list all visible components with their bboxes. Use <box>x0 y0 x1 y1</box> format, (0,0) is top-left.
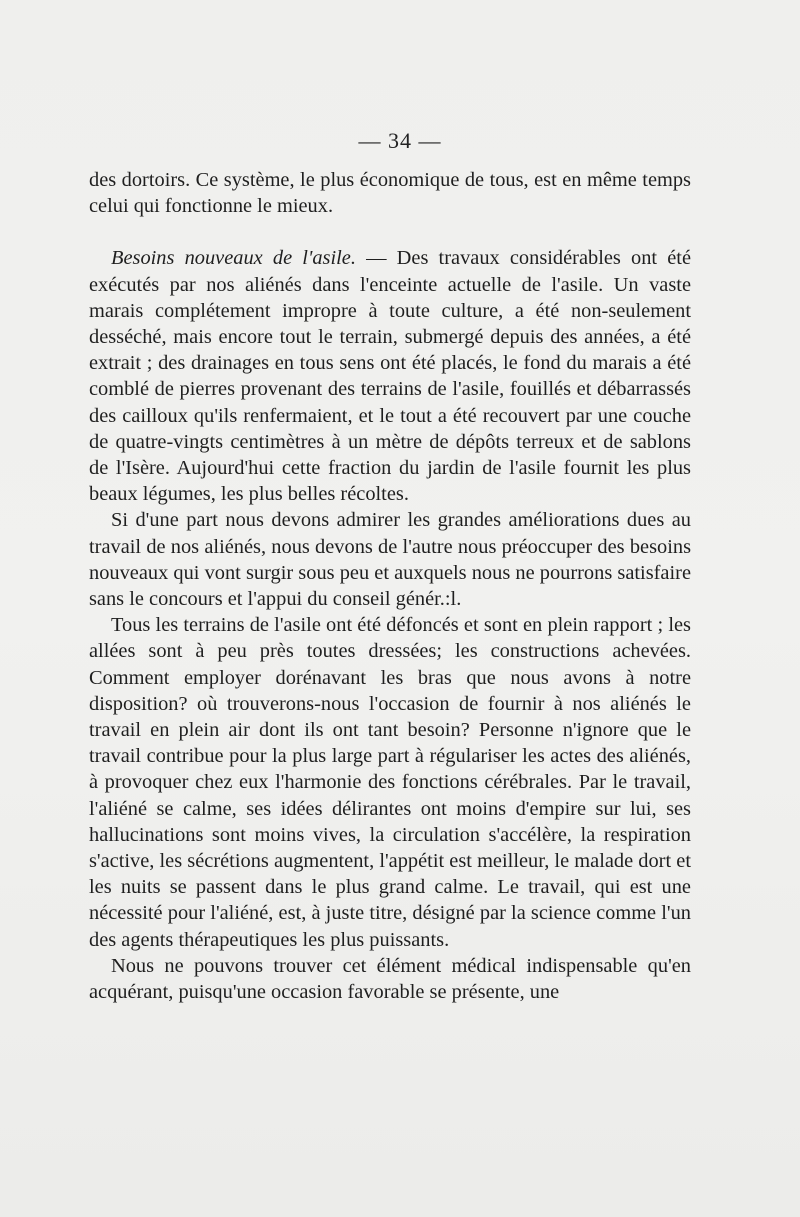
section-heading: Besoins nouveaux de l'asile. <box>111 247 356 270</box>
paragraph-element-medical: Nous ne pouvons trouver cet élément médical indispensable qu'en acquérant, puisqu'une occasion favorable se présente, une <box>89 954 691 1004</box>
paragraph-travail: Tous les terrains de l'asile ont été défoncés et sont en plein rapport ; les allées sont à peu près toutes dressées; les constructions achevées. Comment employer dorénavant les bras que nous avons à notre disposition? où trouverons-nous l'occasion de fournir à nos aliénés le travail en plein air dont ils ont tant besoin? Personne n'ignore que le travail contribue pour la plus large part à régulariser les actes des aliénés, à provoquer chez eux l'harmonie des fonctions cérébrales. Par le travail, l'aliéné se calme, ses idées délirantes ont moins d'empire sur lui, ses hallucinations sont moins vives, la circulation s'accélère, la respiration s'active, les sécrétions augmentent, l'appétit est meilleur, le malade dort et les nuits se passent dans le plus grand calme. Le travail, qui est une nécessité pour l'aliéné, est, à juste titre, désigné par la science comme l'un des agents thérapeutiques les plus puissants. <box>89 614 691 951</box>
paragraph-besoins <box>89 245 691 507</box>
paragraph-text: — Des travaux considérables ont été exécutés par nos aliénés dans l'enceinte actuelle de l'asile. Un vaste marais complétement impropre à toute culture, a été non-seulement desséché, mais encore tout le terrain, submergé depuis des années, a été extrait ; des drainages en tous sens ont été placés, le fond du marais a été comblé de pierres provenant des terrains de l'asile, fouillés et débarrassés des cailloux qu'ils renfermaient, et le tout a été recouvert par une couche de quatre-vingts centimètres à un mètre de dépôts terreux et de sablons de l'Isère. Aujourd'hui cette fraction du jardin de l'asile fournit les plus beaux légumes, les plus belles récoltes. <box>89 247 692 506</box>
page-number: — 34 — <box>358 128 442 153</box>
paragraph-continuation: des dortoirs. Ce système, le plus économique de tous, est en même temps celui qui fonctionne le mieux. <box>89 169 691 218</box>
paragraph-ameliorations: Si d'une part nous devons admirer les grandes améliorations dues au travail de nos aliénés, nous devons de l'autre nous préoccuper des besoins nouveaux qui vont surgir sous peu et auxquels nous ne pourrons satisfaire sans le concours et l'appui du conseil génér.:l. <box>89 509 691 611</box>
body-text <box>89 167 691 1005</box>
